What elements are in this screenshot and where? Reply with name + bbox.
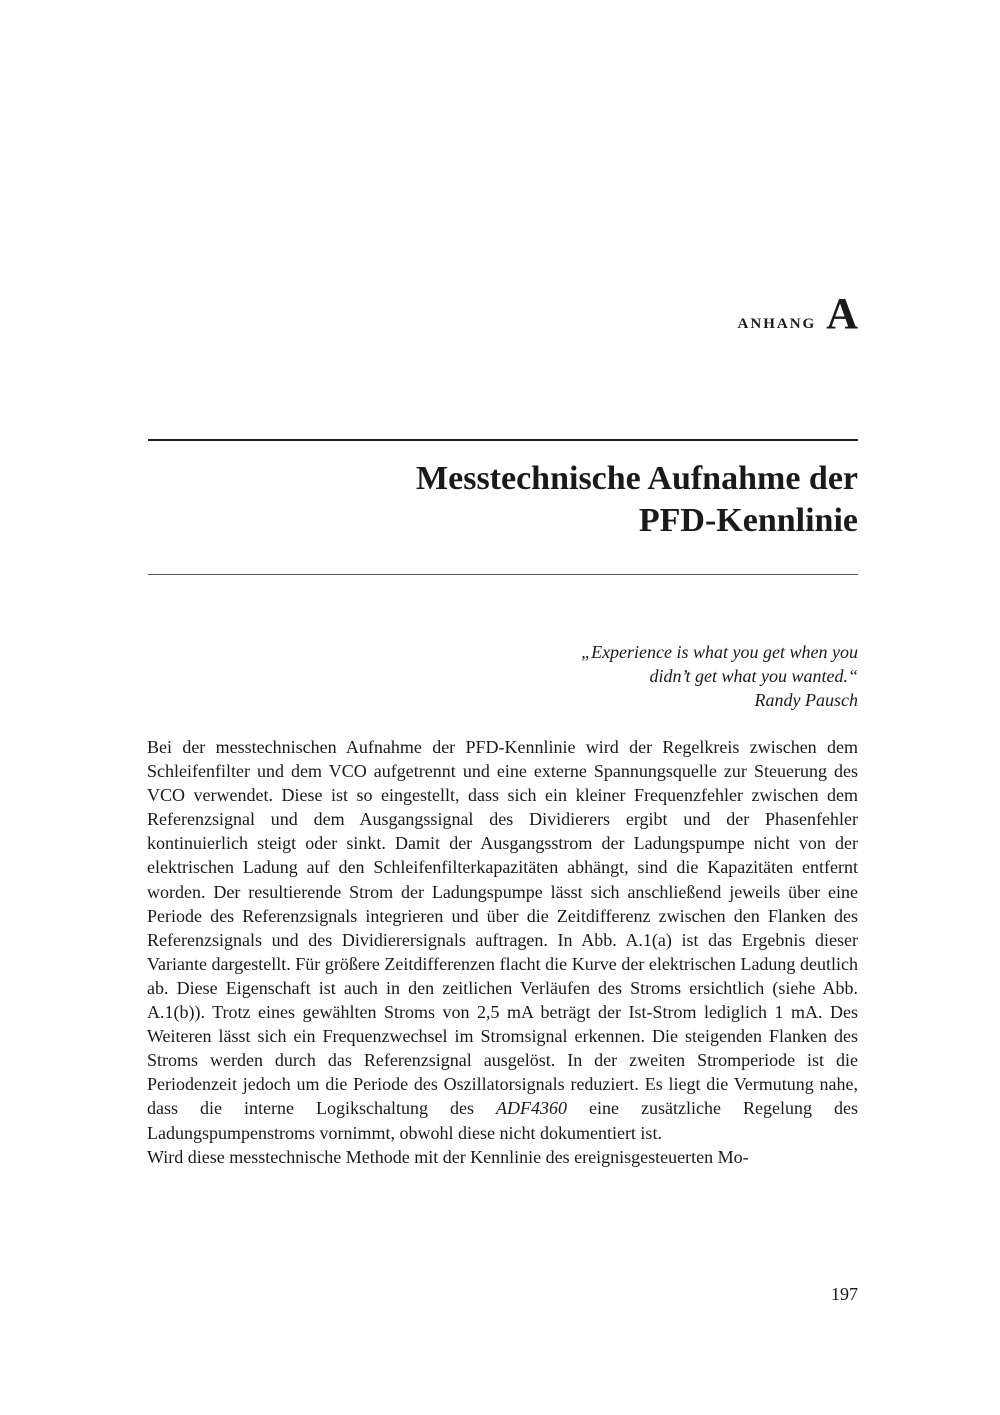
body-text [147, 735, 858, 1169]
page-number: 197 [831, 1284, 858, 1304]
epigraph-author: Randy Pausch [754, 690, 858, 710]
chip-name: ADF4360 [496, 1098, 568, 1119]
epigraph [438, 640, 858, 712]
title-bottom-rule [148, 574, 858, 575]
paragraph-1-text-b: eine zusätzliche Regelung des Ladungspumpenstroms vornimmt, obwohl diese nicht dokumentiert ist. [147, 1098, 858, 1143]
chapter-title [158, 458, 858, 542]
appendix-letter: A [826, 289, 858, 338]
title-top-rule [148, 439, 858, 441]
paragraph-2: Wird diese messtechnische Methode mit der Kennlinie des ereignisgesteuerten Mo- [147, 1146, 749, 1167]
epigraph-quote-line-1: „Experience is what you get when you [581, 642, 858, 662]
chapter-title-line-1: Messtechnische Aufnahme der [416, 460, 858, 497]
appendix-word: anhang [737, 309, 817, 333]
chapter-label [737, 289, 858, 338]
epigraph-quote-line-2: didn’t get what you wanted.“ [649, 666, 858, 686]
paragraph-1-text-a: Bei der messtechnischen Aufnahme der PFD-Kennlinie wird der Regelkreis zwischen dem Schleifenfilter und dem VCO aufgetrennt und eine externe Spannungsquelle zur Steuerung des VCO verwendet. Diese ist so eingestellt, dass sich ein kleiner Frequenzfehler zwischen dem Referenzsignal und dem Ausgangssignal des Dividierers ergibt und der Phasenfehler kontinuierlich steigt oder sinkt. Damit der Ausgangsstrom der Ladungspumpe nicht von der elektrischen Ladung auf den Schleifenfilterkapazitäten abhängt, sind die Kapazitäten entfernt worden. Der resultierende Strom der Ladungspumpe lässt sich anschließend jeweils über eine Periode des Referenzsignals integrieren und über die Zeitdifferenz zwischen den Flanken des Referenzsignals und des Dividierersignals auftragen. In Abb. A.1(a) ist das Ergebnis dieser Variante dargestellt. Für größere Zeitdifferenzen flacht die Kurve der elektrischen Ladung deutlich ab. Diese Eigenschaft ist auch in den zeitlichen Verläufen des Stroms ersichtlich (siehe Abb. A.1(b)). Trotz eines gewählten Stroms von 2,5 mA beträgt der Ist-Strom lediglich 1 mA. Des Weiteren lässt sich ein Frequenzwechsel im Stromsignal erkennen. Die steigenden Flanken des Stroms werden durch das Referenzsignal ausgelöst. In der zweiten Stromperiode ist die Periodenzeit jedoch um die Periode des Oszillatorsignals reduziert. Es liegt die Vermutung nahe, dass die interne Logikschaltung des [147, 737, 858, 1119]
chapter-title-line-2: PFD-Kennlinie [638, 502, 858, 539]
paragraph-1 [147, 735, 858, 1145]
